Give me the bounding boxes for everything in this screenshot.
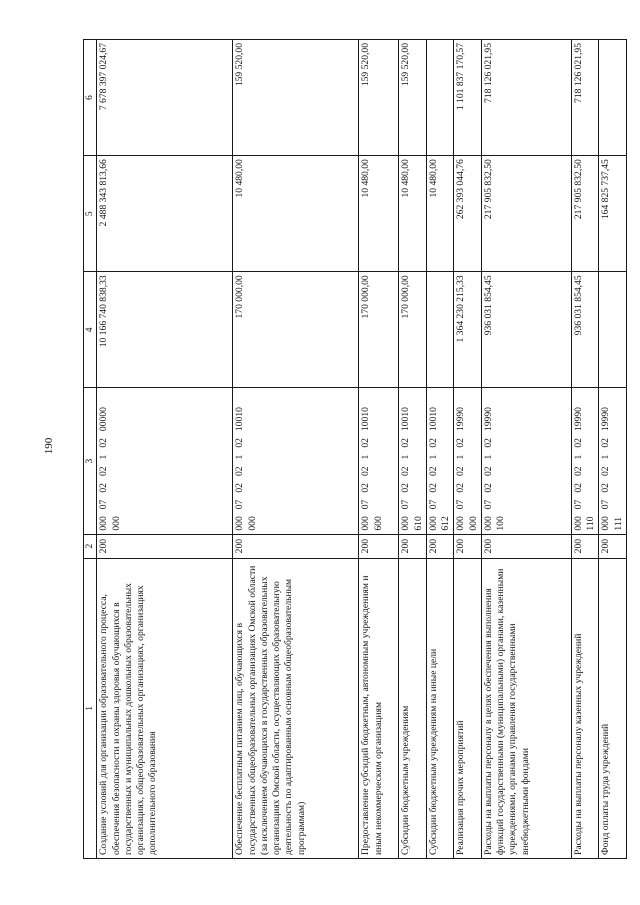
code-part: 000 bbox=[600, 516, 612, 531]
classification-code bbox=[233, 388, 359, 534]
row-name: Обеспечение бесплатным питанием лиц, обучающихся в государственных общеобразовательных организациях Омской области (за исключением обучающихся в государственных образовательных организациях Омской области, осуществляющих образовательную деятельность по адаптированным основным общеобразовательным программам) bbox=[233, 558, 359, 858]
table-row bbox=[571, 40, 599, 859]
code-part: 19990 bbox=[572, 407, 584, 432]
amount-c5: 217 905 832,50 bbox=[481, 156, 571, 272]
amount-c5: 10 480,00 bbox=[426, 156, 454, 272]
amount-c4: 936 031 854,45 bbox=[571, 272, 599, 388]
code-part: 1 bbox=[427, 454, 439, 460]
code-part: 610 bbox=[412, 516, 424, 531]
amount-c5: 164 825 737,45 bbox=[599, 156, 627, 272]
classification-code bbox=[599, 388, 627, 534]
amount-c6: 7 678 397 024,67 bbox=[97, 40, 233, 156]
row-name: Реализация прочих мероприятий bbox=[454, 558, 482, 858]
code-part: 02 bbox=[572, 483, 584, 493]
amount-c5: 10 480,00 bbox=[359, 156, 399, 272]
amount-c4: 170 000,00 bbox=[233, 272, 359, 388]
code-part: 1 bbox=[600, 454, 612, 460]
classification-code bbox=[481, 388, 571, 534]
table-row bbox=[599, 40, 627, 859]
amount-c4 bbox=[426, 272, 454, 388]
code-part: 02 bbox=[455, 483, 467, 493]
code-part: 000 bbox=[455, 516, 467, 531]
code-part: 02 bbox=[427, 466, 439, 477]
code-part: 000 bbox=[110, 516, 122, 531]
code-part: 02 bbox=[234, 466, 246, 477]
page-number: 190 bbox=[43, 437, 55, 455]
admin-code: 200 bbox=[359, 534, 399, 558]
code-part: 07 bbox=[482, 499, 494, 510]
code-part: 02 bbox=[427, 438, 439, 448]
code-part: 02 bbox=[234, 438, 246, 448]
code-part: 02 bbox=[427, 483, 439, 493]
code-part: 00000 bbox=[98, 407, 110, 432]
code-part: 19990 bbox=[482, 407, 494, 432]
budget-table bbox=[83, 39, 627, 859]
amount-c6: 718 126 021,95 bbox=[481, 40, 571, 156]
code-part: 07 bbox=[600, 499, 612, 510]
code-part: 07 bbox=[455, 499, 467, 510]
code-part: 02 bbox=[360, 483, 372, 493]
table-row bbox=[233, 40, 359, 859]
code-part: 1 bbox=[98, 454, 110, 460]
classification-code bbox=[571, 388, 599, 534]
column-number: 1 bbox=[84, 558, 97, 858]
amount-c6: 159 520,00 bbox=[359, 40, 399, 156]
admin-code: 200 bbox=[599, 534, 627, 558]
amount-c4: 170 000,00 bbox=[359, 272, 399, 388]
code-part: 02 bbox=[98, 438, 110, 448]
code-part: 02 bbox=[600, 438, 612, 448]
amount-c4: 170 000,00 bbox=[399, 272, 427, 388]
table-row bbox=[426, 40, 454, 859]
code-part: 07 bbox=[360, 499, 372, 510]
code-part: 1 bbox=[234, 454, 246, 460]
row-name: Фонд оплаты труда учреждений bbox=[599, 558, 627, 858]
amount-c5: 262 393 044,76 bbox=[454, 156, 482, 272]
code-part: 02 bbox=[455, 466, 467, 477]
code-part: 000 bbox=[467, 516, 479, 531]
code-part: 02 bbox=[572, 466, 584, 477]
code-part: 02 bbox=[482, 438, 494, 448]
amount-c6 bbox=[599, 40, 627, 156]
code-part: 000 bbox=[400, 516, 412, 531]
row-name: Расходы на выплаты персоналу в целях обеспечения выполнения функций государственными (муниципальными) органами, казенными учреждениями, органами управления государственными внебюджетными фондами bbox=[481, 558, 571, 858]
code-part: 02 bbox=[600, 466, 612, 477]
amount-c4 bbox=[599, 272, 627, 388]
amount-c5: 10 480,00 bbox=[233, 156, 359, 272]
code-part: 000 bbox=[246, 516, 258, 531]
code-part: 07 bbox=[427, 499, 439, 510]
admin-code: 200 bbox=[233, 534, 359, 558]
rotated-table-frame bbox=[83, 39, 624, 859]
table-row bbox=[481, 40, 571, 859]
admin-code: 200 bbox=[454, 534, 482, 558]
column-number: 4 bbox=[84, 272, 97, 388]
row-name: Субсидии бюджетным учреждениям на иные цели bbox=[426, 558, 454, 858]
table-row bbox=[97, 40, 233, 859]
classification-code bbox=[426, 388, 454, 534]
code-part: 02 bbox=[600, 483, 612, 493]
table-row bbox=[399, 40, 427, 859]
code-part: 02 bbox=[400, 438, 412, 448]
code-part: 100 bbox=[495, 516, 507, 531]
row-name: Расходы на выплаты персоналу казенных учреждений bbox=[571, 558, 599, 858]
table-body bbox=[97, 40, 627, 859]
table-row bbox=[359, 40, 399, 859]
code-part: 600 bbox=[372, 516, 384, 531]
column-number: 6 bbox=[84, 40, 97, 156]
admin-code: 200 bbox=[571, 534, 599, 558]
code-part: 02 bbox=[482, 483, 494, 493]
code-part: 000 bbox=[572, 516, 584, 531]
admin-code: 200 bbox=[426, 534, 454, 558]
code-part: 1 bbox=[572, 454, 584, 460]
code-part: 612 bbox=[440, 516, 452, 531]
admin-code: 200 bbox=[399, 534, 427, 558]
code-part: 111 bbox=[612, 516, 624, 531]
code-part: 07 bbox=[234, 499, 246, 510]
amount-c4: 10 166 740 838,33 bbox=[97, 272, 233, 388]
classification-code bbox=[97, 388, 233, 534]
code-part: 07 bbox=[400, 499, 412, 510]
code-part: 02 bbox=[360, 466, 372, 477]
amount-c6 bbox=[426, 40, 454, 156]
column-number: 2 bbox=[84, 534, 97, 558]
amount-c6: 159 520,00 bbox=[233, 40, 359, 156]
classification-code bbox=[454, 388, 482, 534]
amount-c6: 159 520,00 bbox=[399, 40, 427, 156]
code-part: 000 bbox=[98, 516, 110, 531]
code-part: 02 bbox=[98, 483, 110, 493]
code-part: 19990 bbox=[455, 407, 467, 432]
table-row bbox=[454, 40, 482, 859]
code-part: 07 bbox=[98, 499, 110, 510]
row-name: Предоставление субсидий бюджетным, автономным учреждениям и иным некоммерческим организациям bbox=[359, 558, 399, 858]
amount-c4: 1 364 230 215,33 bbox=[454, 272, 482, 388]
code-part: 02 bbox=[455, 438, 467, 448]
amount-c5: 2 488 343 813,66 bbox=[97, 156, 233, 272]
row-name: Создание условий для организации образовательного процесса, обеспечения безопасности и охраны здоровья обучающихся в государственных и муниципальных дошкольных образовательных организациях, общеобразовательных организациях, организациях дополнительного образования bbox=[97, 558, 233, 858]
code-part: 02 bbox=[400, 483, 412, 493]
column-number: 5 bbox=[84, 156, 97, 272]
code-part: 1 bbox=[482, 454, 494, 460]
amount-c6: 1 101 837 170,57 bbox=[454, 40, 482, 156]
code-part: 1 bbox=[400, 454, 412, 460]
admin-code: 200 bbox=[481, 534, 571, 558]
classification-code bbox=[359, 388, 399, 534]
code-part: 02 bbox=[234, 483, 246, 493]
code-part: 000 bbox=[234, 516, 246, 531]
amount-c6: 718 126 021,95 bbox=[571, 40, 599, 156]
code-part: 02 bbox=[98, 466, 110, 477]
code-part: 02 bbox=[482, 466, 494, 477]
amount-c5: 10 480,00 bbox=[399, 156, 427, 272]
code-part: 10010 bbox=[427, 407, 439, 432]
column-number: 3 bbox=[84, 388, 97, 534]
code-part: 1 bbox=[455, 454, 467, 460]
code-part: 1 bbox=[360, 454, 372, 460]
code-part: 000 bbox=[482, 516, 494, 531]
code-part: 19990 bbox=[600, 407, 612, 432]
row-name: Субсидии бюджетным учреждениям bbox=[399, 558, 427, 858]
code-part: 10010 bbox=[400, 407, 412, 432]
code-part: 02 bbox=[572, 438, 584, 448]
code-part: 07 bbox=[572, 499, 584, 510]
amount-c5: 217 905 832,50 bbox=[571, 156, 599, 272]
amount-c4: 936 031 854,45 bbox=[481, 272, 571, 388]
code-part: 110 bbox=[585, 516, 597, 531]
classification-code bbox=[399, 388, 427, 534]
code-part: 10010 bbox=[360, 407, 372, 432]
code-part: 02 bbox=[360, 438, 372, 448]
code-part: 000 bbox=[360, 516, 372, 531]
code-part: 000 bbox=[427, 516, 439, 531]
budget-sheet bbox=[83, 39, 640, 855]
code-part: 02 bbox=[400, 466, 412, 477]
code-part: 10010 bbox=[234, 407, 246, 432]
column-number-row bbox=[84, 40, 97, 859]
admin-code: 200 bbox=[97, 534, 233, 558]
